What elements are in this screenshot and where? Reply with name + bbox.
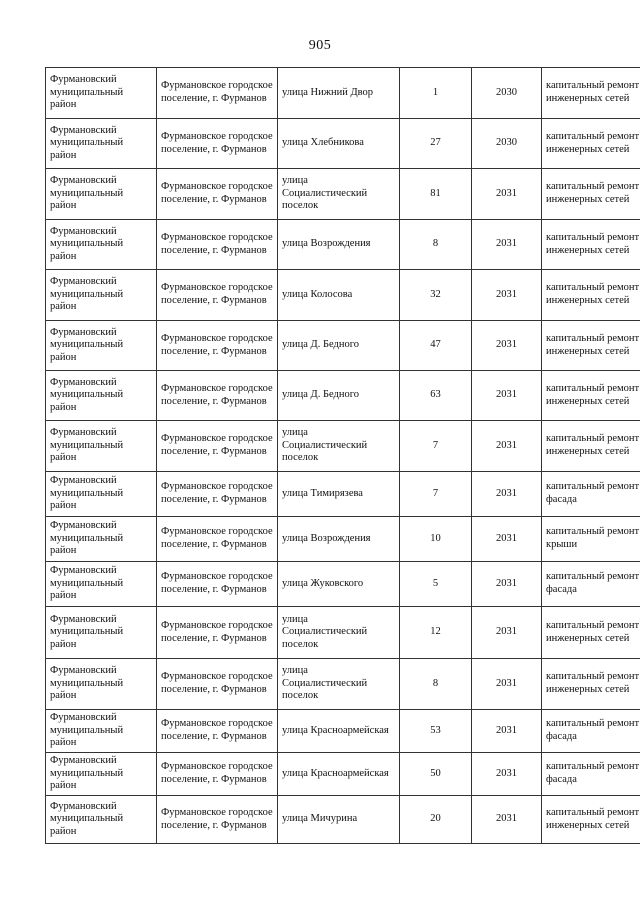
table-row [46,68,640,119]
settlement-cell: Фурмановское городское поселение, г. Фурманов [157,169,278,220]
street-cell: улица Красноармейская [278,710,400,753]
work-type-cell: капитальный ремонт инженерных сетей [542,119,640,169]
settlement-cell: Фурмановское городское поселение, г. Фурманов [157,753,278,796]
district-cell: Фурмановский муниципальный район [46,68,157,119]
work-type-cell: капитальный ремонт инженерных сетей [542,421,640,472]
street-cell: улица Хлебникова [278,119,400,169]
table-row [46,562,640,607]
street-cell: улица Д. Бедного [278,371,400,421]
street-cell: улица Возрождения [278,220,400,270]
table-row [46,371,640,421]
work-type-cell: капитальный ремонт крыши [542,517,640,562]
work-type-cell: капитальный ремонт инженерных сетей [542,796,640,844]
house-number-cell: 7 [400,421,472,472]
settlement-cell: Фурмановское городское поселение, г. Фурманов [157,270,278,321]
settlement-cell: Фурмановское городское поселение, г. Фурманов [157,119,278,169]
house-number-cell: 10 [400,517,472,562]
settlement-cell: Фурмановское городское поселение, г. Фурманов [157,607,278,659]
year-cell: 2031 [472,710,542,753]
work-type-cell: капитальный ремонт инженерных сетей [542,659,640,710]
house-number-cell: 8 [400,659,472,710]
work-type-cell: капитальный ремонт фасада [542,472,640,517]
work-type-cell: капитальный ремонт инженерных сетей [542,371,640,421]
work-type-cell: капитальный ремонт инженерных сетей [542,607,640,659]
year-cell: 2031 [472,220,542,270]
district-cell: Фурмановский муниципальный район [46,119,157,169]
house-number-cell: 7 [400,472,472,517]
repair-schedule-table [45,67,640,844]
street-cell: улица Социалистический поселок [278,421,400,472]
house-number-cell: 1 [400,68,472,119]
year-cell: 2031 [472,421,542,472]
year-cell: 2031 [472,472,542,517]
settlement-cell: Фурмановское городское поселение, г. Фурманов [157,562,278,607]
district-cell: Фурмановский муниципальный район [46,169,157,220]
table-row [46,270,640,321]
settlement-cell: Фурмановское городское поселение, г. Фурманов [157,796,278,844]
table-row [46,119,640,169]
settlement-cell: Фурмановское городское поселение, г. Фурманов [157,659,278,710]
district-cell: Фурмановский муниципальный район [46,472,157,517]
district-cell: Фурмановский муниципальный район [46,710,157,753]
house-number-cell: 47 [400,321,472,371]
house-number-cell: 81 [400,169,472,220]
page-number: 905 [308,38,332,53]
table-row [46,796,640,844]
street-cell: улица Жуковского [278,562,400,607]
settlement-cell: Фурмановское городское поселение, г. Фурманов [157,517,278,562]
work-type-cell: капитальный ремонт инженерных сетей [542,321,640,371]
district-cell: Фурмановский муниципальный район [46,517,157,562]
street-cell: улица Красноармейская [278,753,400,796]
work-type-cell: капитальный ремонт фасада [542,753,640,796]
year-cell: 2031 [472,169,542,220]
house-number-cell: 53 [400,710,472,753]
work-type-cell: капитальный ремонт инженерных сетей [542,270,640,321]
table-row [46,220,640,270]
work-type-cell: капитальный ремонт инженерных сетей [542,68,640,119]
house-number-cell: 8 [400,220,472,270]
street-cell: улица Нижний Двор [278,68,400,119]
table-row [46,710,640,753]
district-cell: Фурмановский муниципальный район [46,220,157,270]
settlement-cell: Фурмановское городское поселение, г. Фурманов [157,371,278,421]
year-cell: 2031 [472,562,542,607]
table-row [46,169,640,220]
work-type-cell: капитальный ремонт фасада [542,562,640,607]
house-number-cell: 12 [400,607,472,659]
settlement-cell: Фурмановское городское поселение, г. Фурманов [157,68,278,119]
settlement-cell: Фурмановское городское поселение, г. Фурманов [157,220,278,270]
street-cell: улица Колосова [278,270,400,321]
year-cell: 2031 [472,371,542,421]
year-cell: 2031 [472,659,542,710]
house-number-cell: 27 [400,119,472,169]
settlement-cell: Фурмановское городское поселение, г. Фурманов [157,710,278,753]
work-type-cell: капитальный ремонт инженерных сетей [542,169,640,220]
district-cell: Фурмановский муниципальный район [46,607,157,659]
street-cell: улица Социалистический поселок [278,607,400,659]
house-number-cell: 50 [400,753,472,796]
house-number-cell: 32 [400,270,472,321]
year-cell: 2031 [472,796,542,844]
table-row [46,421,640,472]
work-type-cell: капитальный ремонт инженерных сетей [542,220,640,270]
table-body [46,68,640,844]
district-cell: Фурмановский муниципальный район [46,321,157,371]
table-row [46,607,640,659]
year-cell: 2031 [472,270,542,321]
table-row [46,472,640,517]
year-cell: 2030 [472,119,542,169]
table-row [46,321,640,371]
district-cell: Фурмановский муниципальный район [46,796,157,844]
work-type-cell: капитальный ремонт фасада [542,710,640,753]
district-cell: Фурмановский муниципальный район [46,562,157,607]
year-cell: 2031 [472,753,542,796]
settlement-cell: Фурмановское городское поселение, г. Фурманов [157,472,278,517]
table-row [46,753,640,796]
table-row [46,517,640,562]
table-row [46,659,640,710]
year-cell: 2030 [472,68,542,119]
year-cell: 2031 [472,517,542,562]
settlement-cell: Фурмановское городское поселение, г. Фурманов [157,321,278,371]
house-number-cell: 20 [400,796,472,844]
street-cell: улица Тимирязева [278,472,400,517]
district-cell: Фурмановский муниципальный район [46,659,157,710]
street-cell: улица Мичурина [278,796,400,844]
district-cell: Фурмановский муниципальный район [46,270,157,321]
house-number-cell: 63 [400,371,472,421]
district-cell: Фурмановский муниципальный район [46,421,157,472]
street-cell: улица Социалистический поселок [278,169,400,220]
district-cell: Фурмановский муниципальный район [46,753,157,796]
settlement-cell: Фурмановское городское поселение, г. Фурманов [157,421,278,472]
street-cell: улица Д. Бедного [278,321,400,371]
house-number-cell: 5 [400,562,472,607]
street-cell: улица Возрождения [278,517,400,562]
year-cell: 2031 [472,607,542,659]
district-cell: Фурмановский муниципальный район [46,371,157,421]
year-cell: 2031 [472,321,542,371]
street-cell: улица Социалистический поселок [278,659,400,710]
